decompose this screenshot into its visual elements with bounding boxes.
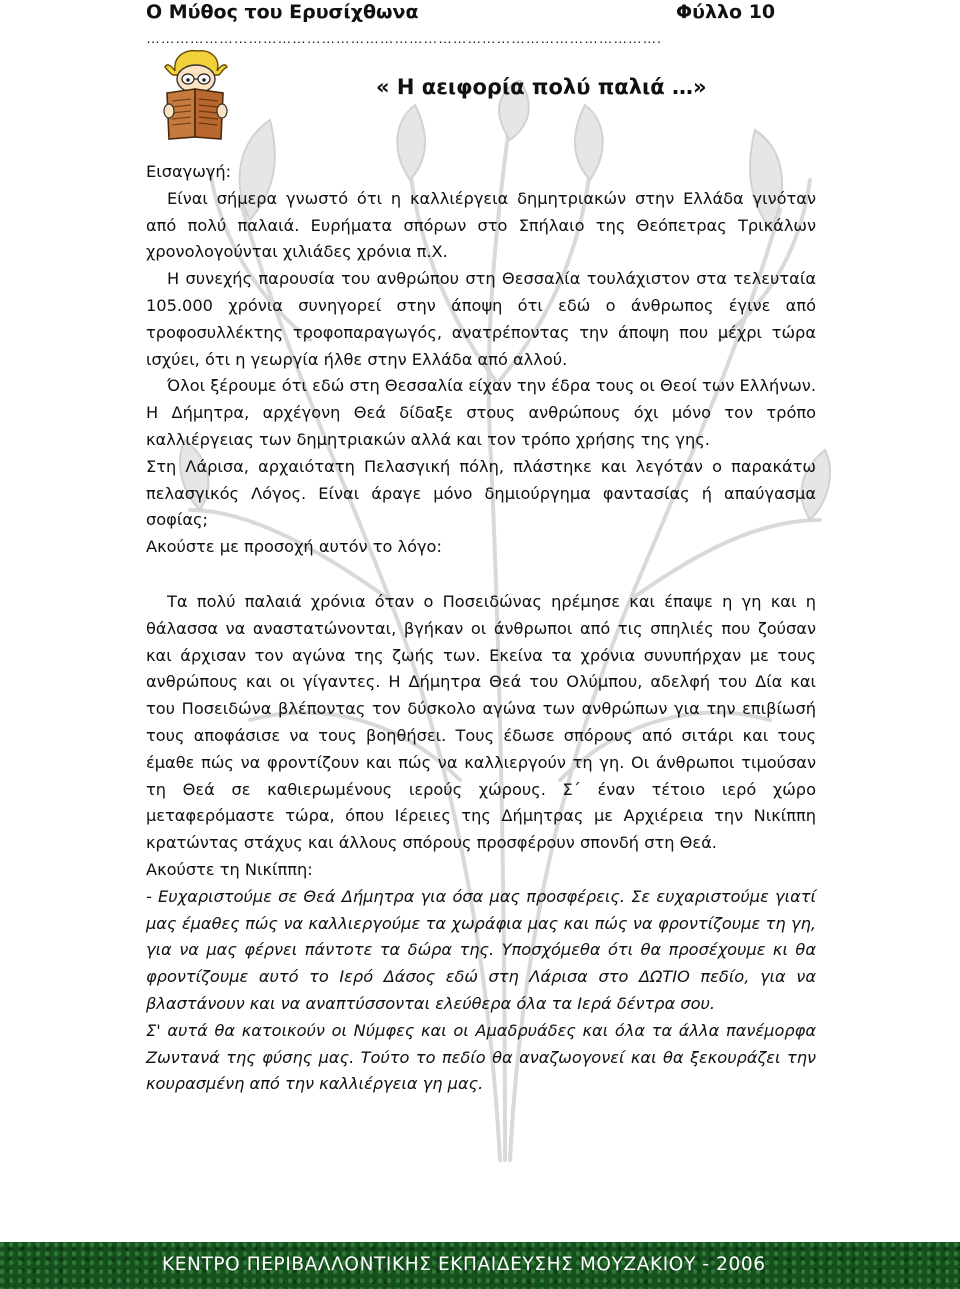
dotted-separator: ……………………………………………………………………………………………. [146,30,662,46]
intro-paragraph: Είναι σήμερα γνωστό ότι η καλλιέργεια δημητριακών στην Ελλάδα γινόταν από πολύ παλαιά. Ευρήματα σπόρων στο Σπήλαιο της Θεόπετρας Τρικάλων χρονολογούνται χιλιάδες χρόνια π.Χ. [146,188,816,262]
nikippi-speech-paragraph: Σ' αυτά θα κατοικούν οι Νύμφες και οι Αμαδρυάδες και όλα τα άλλα πανέμορφα Ζωντανά της φύσης μας. Τούτο το πεδίο θα αναζωογονεί και θα ξεκουράζει την κουρασμένη από την καλλιέργεια γη μας. [146,1020,816,1094]
intro-paragraph: Όλοι ξέρουμε ότι εδώ στη Θεσσαλία είχαν την έδρα τους οι Θεοί των Ελλήνων. Η Δήμητρα, αρχέγονη Θεά δίδαξε στους ανθρώπους όχι μόνο τον τρόπο καλλιέργειας των δημητριακών αλλά και τον τρόπο χρήσης της γης. [146,376,816,449]
reading-child-illustration [161,49,231,141]
footer-text: ΚΕΝΤΡΟ ΠΕΡΙΒΑΛΛΟΝΤΙΚΗΣ ΕΚΠΑΙΔΕΥΣΗΣ ΜΟΥΖΑΚΙΟΥ - 2006 [162,1254,766,1275]
intro-paragraph: Ακούστε με προσοχή αυτόν το λόγο: [146,537,442,557]
introduction-section [146,159,816,561]
story-paragraph: Ακούστε τη Νικίππη: [146,859,313,879]
intro-paragraph: Η συνεχής παρουσία του ανθρώπου στη Θεσσαλία τουλάχιστον στα τελευταία 105.000 χρόνια συνηγορεί στην άποψη ότι εδώ ο άνθρωπος έγινε από τροφοσυλλέκτης τροφοπαραγωγός, ανατρέποντας την άποψη που μέχρι τώρα ισχύει, ότι η γεωργία ήλθε στην Ελλάδα από αλλού. [146,269,816,369]
nikippi-speech-paragraph: - Ευχαριστούμε σε Θεά Δήμητρα για όσα μας προσφέρεις. Σε ευχαριστούμε γιατί μας έμαθες πώς να καλλιεργούμε τα χωράφια μας και πώς να φροντίζουμε τη γη, για να μας φέρνει πάντοτε τα δώρα της. Υποσχόμεθα ότι θα προσέχουμε κι θα φροντίζουμε αυτό το Ιερό Δάσος εδώ στη Λάρισα στο ΔΩΤΙΟ πεδίο, για να βλαστάνουν και να αναπτύσσονται ελεύθερα όλα τα Ιερά δέντρα σου. [146,886,816,1013]
story-section [146,589,816,1098]
intro-heading: Εισαγωγή: [146,162,232,181]
sheet-number: Φύλλο 10 [676,1,776,23]
page-title: « Η αειφορία πολύ παλιά …» [376,75,707,99]
story-paragraph: Τα πολύ παλαιά χρόνια όταν ο Ποσειδώνας ηρέμησε και έπαψε η γη και η θάλασσα να αναστατώνονται, βγήκαν οι άνθρωποι από τις σπηλιές που ζούσαν και άρχισαν τον αγώνα της ζωής των. Εκείνα τα χρόνια συνυπήρχαν με τους ανθρώπους και οι γίγαντες. Η Δήμητρα Θεά του Ολύμπου, αδελφή του Δία και του Ποσειδώνα βλέποντας τον δύσκολο αγώνα των ανθρώπων για την επιβίωσή τους αποφάσισε να τους βοηθήσει. Τους έδωσε σπόρους από σιτάρι και τους έμαθε πώς να φροντίζουν και πώς να καλλιεργούν τη γη. Οι άνθρωποι τιμούσαν τη Θεά σε καθιερωμένους ιερούς χώρους. Σ΄ έναν τέτοιο ιερό χώρο μεταφερόμαστε τώρα, όπου Ιέρειες της Δήμητρας με Αρχιέρεια την Νικίππη κρατώντας στάχυς και άλλους σπόρους προσφέρουν σπονδή στη Θεά. [146,592,816,853]
intro-paragraph: Στη Λάρισα, αρχαιότατη Πελασγική πόλη, πλάστηκε και λεγόταν ο παρακάτω πελασγικός Λόγος. Είναι άραγε μόνο δημιούργημα φαντασίας ή απαύγασμα σοφίας; [146,456,816,530]
document-header-title: Ο Μύθος του Ερυσίχθωνα [146,1,419,23]
